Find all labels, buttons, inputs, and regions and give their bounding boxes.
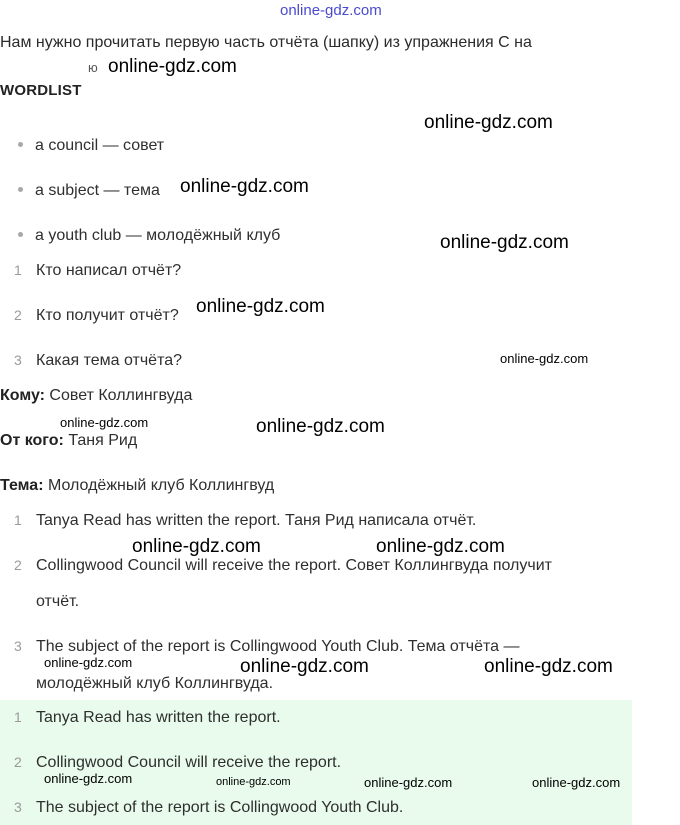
- answer-continuation: отчёт.: [36, 593, 80, 610]
- bullet-icon: [18, 142, 23, 147]
- watermark: online-gdz.com: [256, 416, 385, 437]
- bullet-icon: [18, 232, 23, 237]
- watermark: online-gdz.com: [196, 296, 325, 317]
- watermark: online-gdz.com: [44, 771, 133, 786]
- question-item: 3 Какая тема отчёта?: [14, 352, 183, 369]
- intro-cut-text: ю: [88, 60, 98, 75]
- question-item: 1 Кто написал отчёт?: [14, 262, 182, 279]
- report-subject-line: Тема: Молодёжный клуб Коллингвуд: [0, 477, 275, 494]
- watermark: online-gdz.com: [532, 775, 621, 790]
- wordlist-item: a council — совет: [18, 137, 164, 155]
- bullet-icon: [18, 187, 23, 192]
- final-answer-item: 1 Tanya Read has written the report.: [14, 709, 281, 726]
- final-answer-item: 2 Collingwood Council will receive the report.: [14, 754, 342, 771]
- watermark: online-gdz.com: [180, 176, 309, 197]
- watermark: online-gdz.com: [500, 351, 589, 366]
- question-item: 2 Кто получит отчёт?: [14, 307, 179, 324]
- intro-text: Нам нужно прочитать первую часть отчёта (шапку) из упражнения С на: [0, 34, 532, 51]
- watermark: online-gdz.com: [216, 776, 291, 788]
- wordlist-heading: WORDLIST: [0, 82, 82, 99]
- watermark: online-gdz.com: [280, 2, 382, 19]
- wordlist-item: a youth club — молодёжный клуб: [18, 227, 280, 245]
- watermark: online-gdz.com: [484, 656, 613, 677]
- watermark: online-gdz.com: [132, 536, 261, 557]
- report-to-line: Кому: Совет Коллингвуда: [0, 387, 193, 404]
- watermark: online-gdz.com: [376, 536, 505, 557]
- watermark: online-gdz.com: [44, 655, 133, 670]
- watermark: online-gdz.com: [240, 656, 369, 677]
- answer-item: 1 Tanya Read has written the report. Таня Рид написала отчёт.: [14, 512, 477, 529]
- watermark: online-gdz.com: [424, 112, 553, 133]
- watermark: online-gdz.com: [440, 232, 569, 253]
- answer-continuation: молодёжный клуб Коллингвуда.: [36, 675, 274, 692]
- watermark: online-gdz.com: [364, 775, 453, 790]
- answer-item: 3 The subject of the report is Collingwood Youth Club. Тема отчёта —: [14, 638, 520, 655]
- watermark: online-gdz.com: [60, 415, 149, 430]
- watermark: online-gdz.com: [108, 56, 237, 77]
- final-answer-item: 3 The subject of the report is Collingwood Youth Club.: [14, 799, 404, 816]
- wordlist-item: a subject — тема: [18, 182, 160, 200]
- answer-item: 2 Collingwood Council will receive the report. Совет Коллингвуда получит: [14, 557, 552, 574]
- report-from-line: От кого: Таня Рид: [0, 432, 138, 449]
